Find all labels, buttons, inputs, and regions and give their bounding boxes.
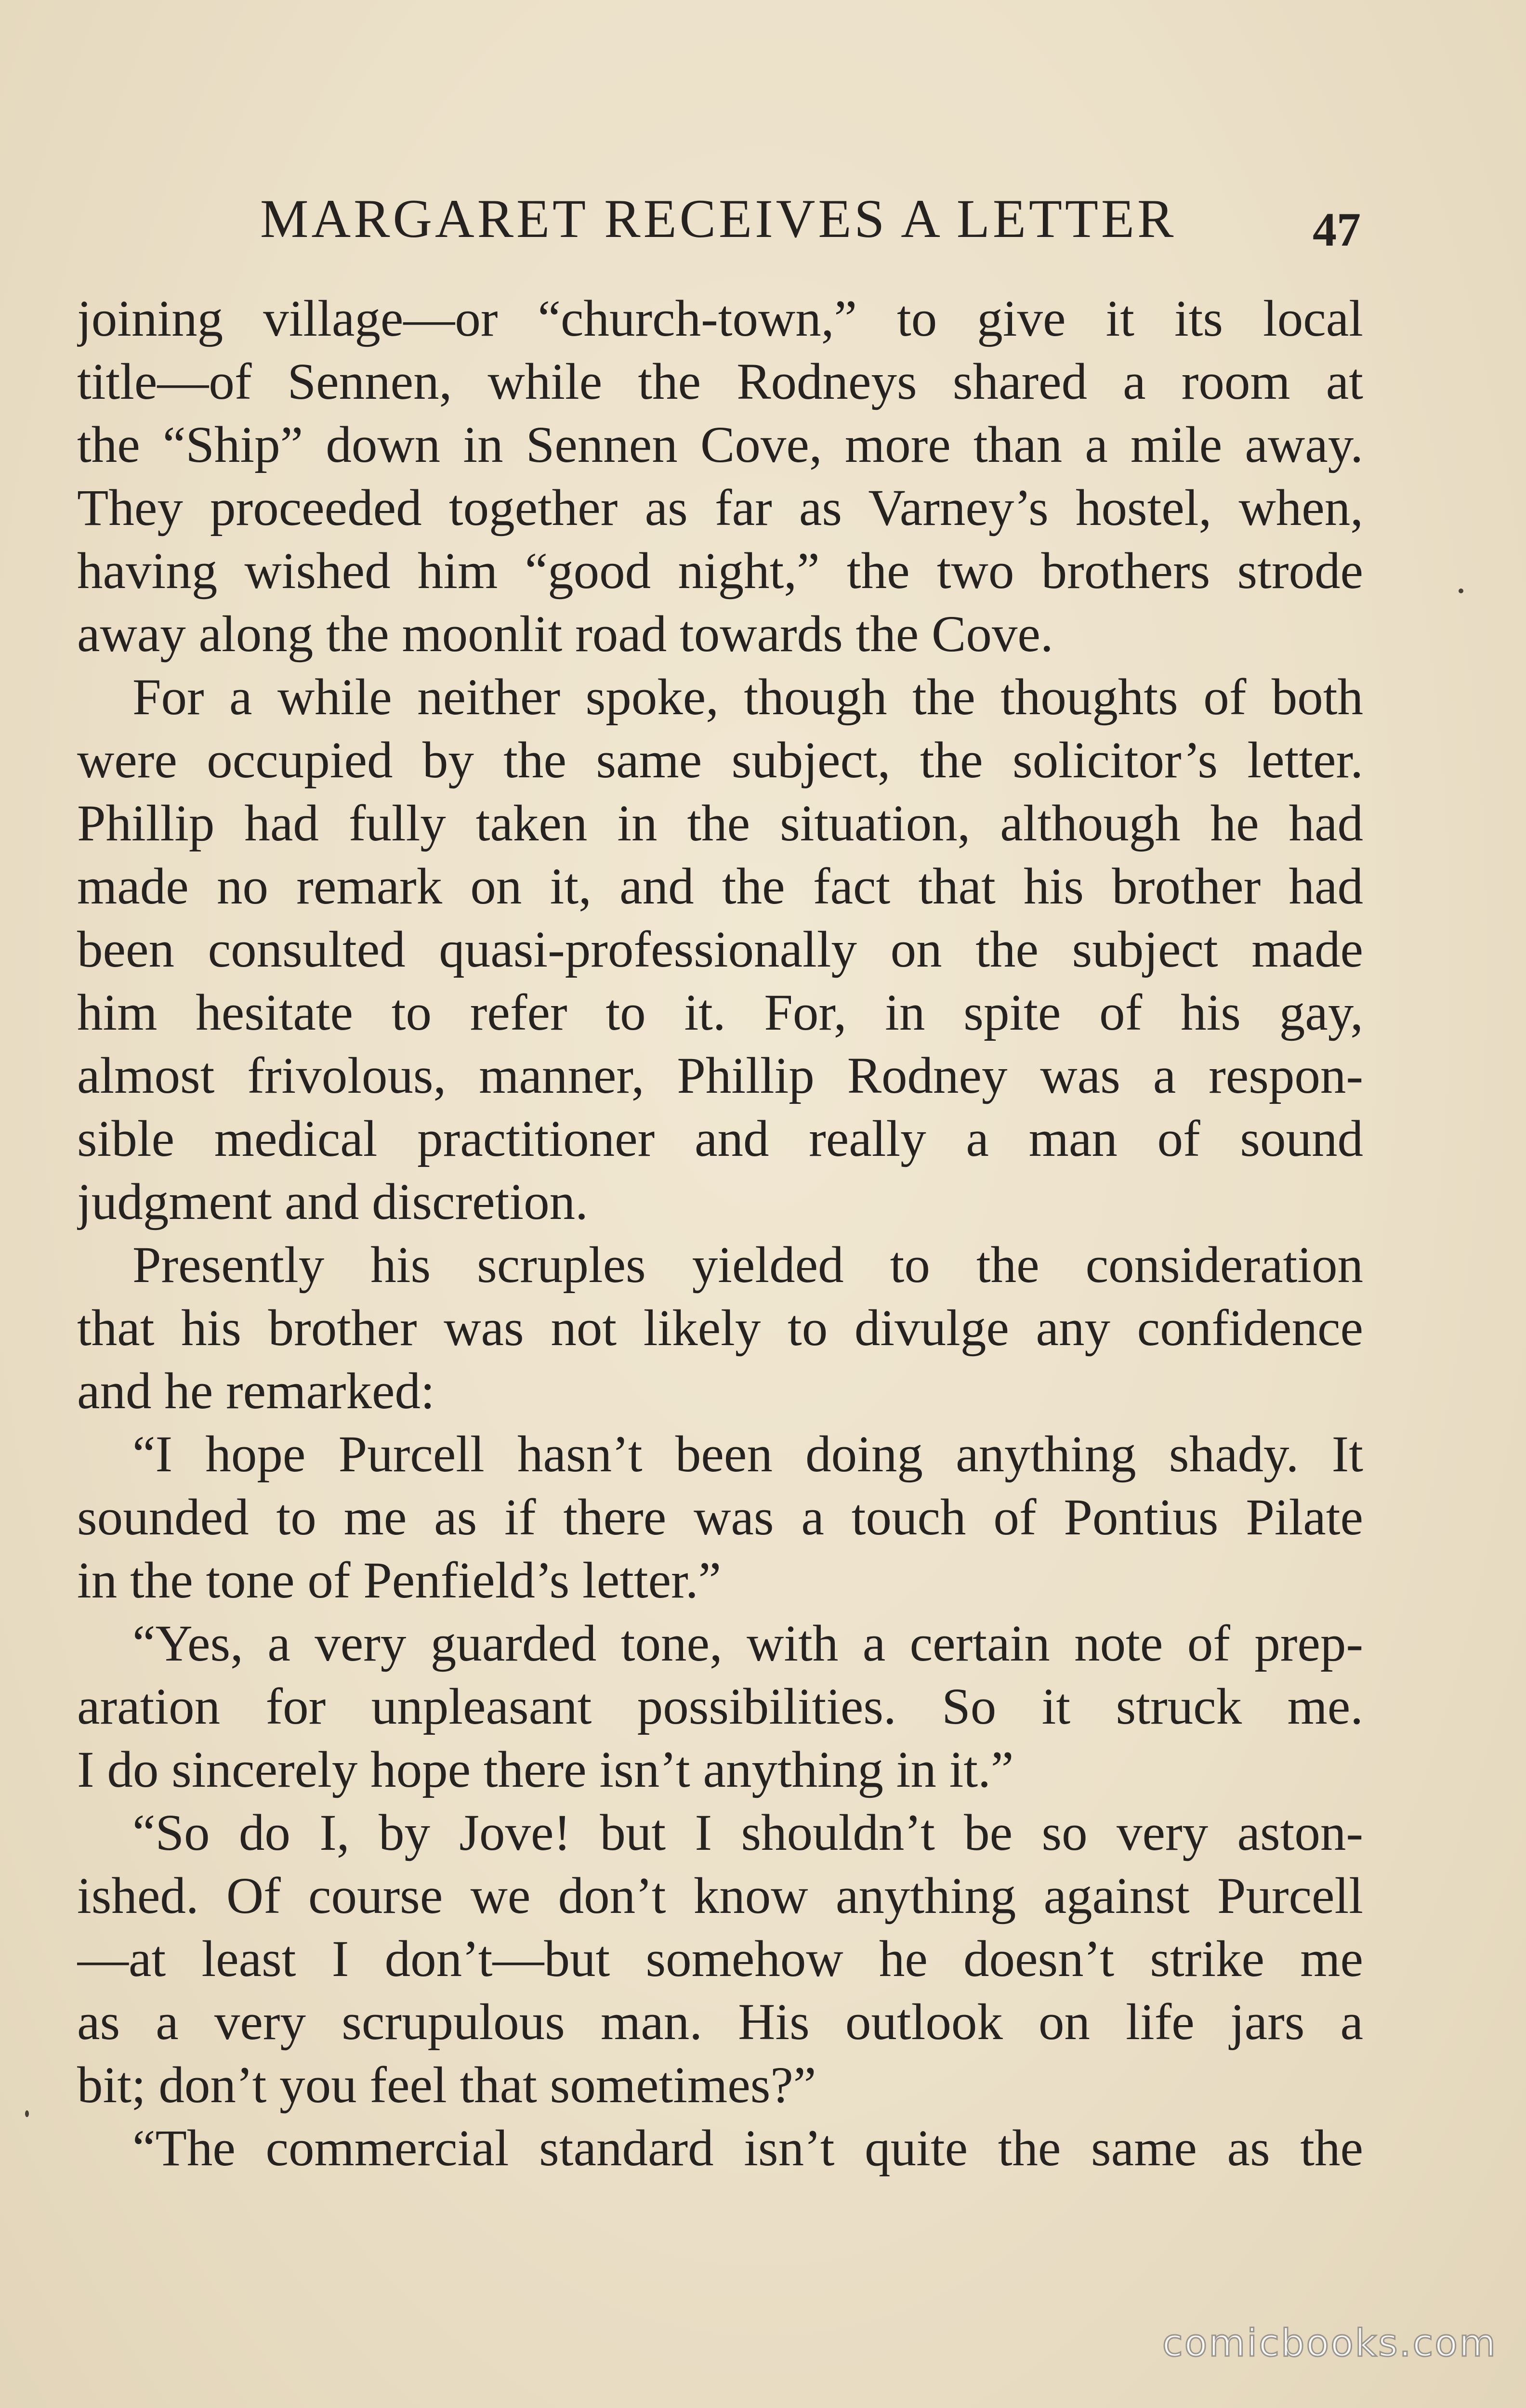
text-line: title—of Sennen, while the Rodneys shared a room at — [77, 353, 1363, 410]
text-line: Phillip had fully taken in the situation, although he had — [77, 795, 1363, 852]
text-line: that his brother was not likely to divulge any confidence — [77, 1300, 1363, 1357]
paper-speck — [25, 2110, 29, 2117]
text-line: “I hope Purcell hasn’t been doing anything shady. It — [132, 1426, 1363, 1483]
text-line: sible medical practitioner and really a man of sound — [77, 1111, 1363, 1167]
text-line: and he remarked: — [77, 1363, 435, 1420]
running-title: MARGARET RECEIVES A LETTER — [260, 189, 1177, 249]
body-text — [77, 288, 1363, 2180]
text-line: him hesitate to refer to it. For, in spite of his gay, — [77, 984, 1363, 1041]
text-line: They proceeded together as far as Varney’s hostel, when, — [77, 480, 1363, 537]
text-line: “Yes, a very guarded tone, with a certain note of prep- — [132, 1615, 1363, 1672]
text-line: “So do I, by Jove! but I shouldn’t be so very aston- — [132, 1805, 1363, 1861]
text-line: almost frivolous, manner, Phillip Rodney was a respon- — [77, 1047, 1363, 1104]
text-line: I do sincerely hope there isn’t anything in it.” — [77, 1741, 1014, 1798]
text-line: judgment and discretion. — [77, 1174, 588, 1230]
text-line: been consulted quasi-professionally on the subject made — [77, 921, 1363, 978]
page-number: 47 — [1313, 203, 1361, 256]
text-line: ished. Of course we don’t know anything against Purcell — [77, 1868, 1363, 1924]
text-line: as a very scrupulous man. His outlook on life jars a — [77, 1994, 1363, 2051]
text-line: were occupied by the same subject, the solicitor’s letter. — [77, 732, 1363, 789]
text-line: in the tone of Penfield’s letter.” — [77, 1552, 722, 1609]
running-head — [77, 183, 1361, 255]
watermark: comicbooks.com — [1162, 2322, 1497, 2365]
text-line: made no remark on it, and the fact that his brother had — [77, 858, 1363, 915]
paper-speck — [1459, 589, 1463, 593]
text-line: “The commercial standard isn’t quite the same as the — [132, 2120, 1363, 2177]
text-line: Presently his scruples yielded to the consideration — [132, 1237, 1363, 1294]
text-line: sounded to me as if there was a touch of Pontius Pilate — [77, 1489, 1363, 1546]
text-line: having wished him “good night,” the two brothers strode — [77, 543, 1363, 600]
text-line: bit; don’t you feel that sometimes?” — [77, 2057, 816, 2114]
text-line: aration for unpleasant possibilities. So it struck me. — [77, 1678, 1363, 1735]
text-line: —at least I don’t—but somehow he doesn’t strike me — [77, 1931, 1363, 1988]
text-line: the “Ship” down in Sennen Cove, more than a mile away. — [77, 417, 1363, 473]
text-line: away along the moonlit road towards the Cove. — [77, 606, 1053, 663]
text-line: joining village—or “church-town,” to give it its local — [77, 290, 1363, 347]
text-line: For a while neither spoke, though the thoughts of both — [132, 669, 1363, 726]
